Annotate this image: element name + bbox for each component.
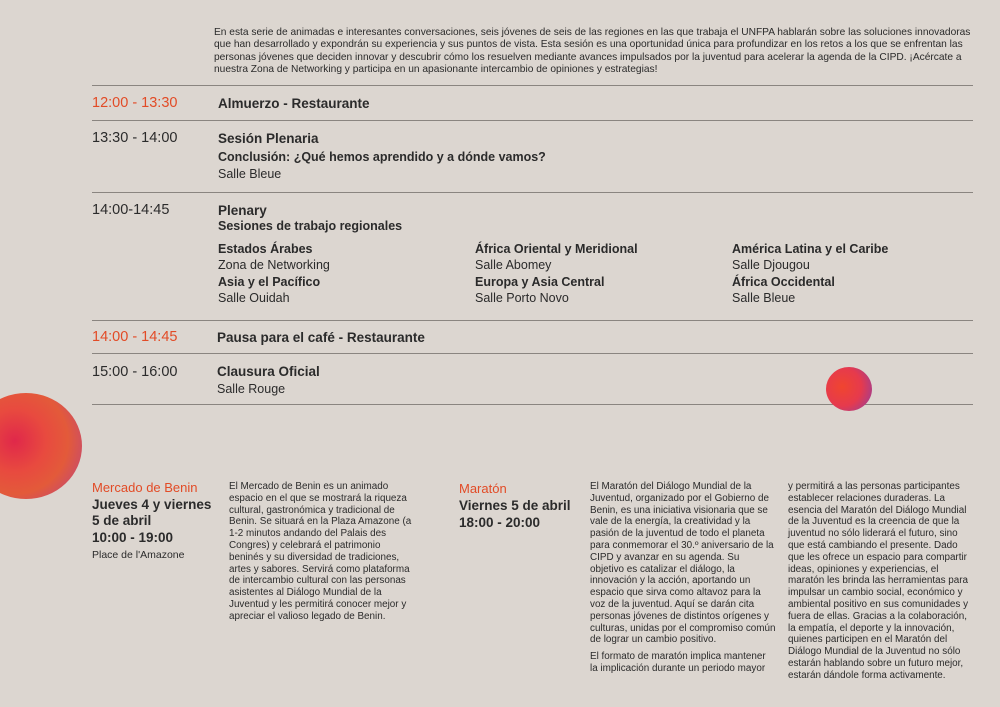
decorative-circle-small	[826, 367, 872, 411]
divider	[92, 320, 973, 321]
closing-time: 15:00 - 16:00	[92, 364, 178, 380]
closing-title: Clausura Oficial	[217, 364, 320, 379]
plenary2-time: 14:00-14:45	[92, 202, 170, 218]
marathon-hours: 18:00 - 20:00	[459, 515, 541, 530]
region-block	[475, 274, 725, 307]
decorative-circle-large	[0, 393, 82, 499]
region-room: Salle Djougou	[732, 258, 810, 272]
region-room: Salle Ouidah	[218, 291, 290, 305]
region-block	[475, 241, 725, 274]
coffee-time: 14:00 - 14:45	[92, 329, 178, 345]
marathon-dates: Viernes 5 de abril	[459, 498, 571, 513]
market-hours: 10:00 - 19:00	[92, 530, 174, 545]
region-name: Europa y Asia Central	[475, 275, 605, 289]
divider	[92, 85, 973, 86]
plenary2-title: Plenary	[218, 203, 267, 218]
plenary1-title: Sesión Plenaria	[218, 131, 319, 146]
region-block	[732, 274, 982, 307]
region-block	[218, 274, 468, 307]
lunch-title: Almuerzo - Restaurante	[218, 96, 370, 111]
marathon-description-2: El formato de maratón implica mantener la implicación durante un periodo mayor	[590, 651, 766, 674]
plenary1-time: 13:30 - 14:00	[92, 130, 178, 146]
divider	[92, 120, 973, 121]
closing-room: Salle Rouge	[217, 382, 286, 396]
region-block	[732, 241, 982, 274]
divider	[92, 353, 973, 354]
market-place: Place de l'Amazone	[92, 549, 185, 561]
marathon-description-1: El Maratón del Diálogo Mundial de la Juventud, organizado por el Gobierno de Benin, es una iniciativa visionaria que se vale de la energía, la creatividad y la pasión de la juventud de todo el planeta para conmemorar el 30.º aniversario de la CIPD y avanzar en su agenda. Su objetivo es catalizar el diálogo, la innovación y la acción, aportando un espacio que sirva como altavoz para la voz de la juventud. Aquí se darán cita personas jóvenes de distintos orígenes y culturas, unidas por el compromiso común de lograr un cambio positivo.	[590, 481, 776, 646]
marathon-description-3: y permitirá a las personas participantes establecer relaciones duraderas. La esencia del Maratón del Diálogo Mundial de la Juventud es la creencia de que la juventud no sólo liderará el futuro, sino que está cambiando el presente. Dado que les ofrece un espacio para compartir ideas, opiniones y experiencias, el maratón les brinda las herramientas para impulsar un cambio social, económico y ambiental positivo en sus comunidades y fuera de ellas. Gracias a la colaboración, la empatía, el deporte y la innovación, quienes participen en el Maratón del Diálogo Mundial de la Juventud no sólo estarán hablando sobre un futuro mejor, estarán dándole forma activamente.	[788, 481, 969, 681]
region-name: Estados Árabes	[218, 242, 313, 256]
lunch-time: 12:00 - 13:30	[92, 95, 178, 111]
region-block	[218, 241, 468, 274]
region-name: Asia y el Pacífico	[218, 275, 321, 289]
plenary1-subtitle: Conclusión: ¿Qué hemos aprendido y a dónde vamos?	[218, 150, 546, 164]
region-name: África Oriental y Meridional	[475, 242, 638, 256]
marathon-title: Maratón	[459, 481, 507, 496]
market-description: El Mercado de Benin es un animado espacio en el que se mostrará la riqueza cultural, gastronómica y tradicional de Benin. Se situará en la Plaza Amazone (a 1-2 minutos andando del Palais des Congres) y celebrará el patrimonio beninés y su diversidad de tradiciones, artes y sabores. Servirá como plataforma de intercambio cultural con las personas asistentes al Diálogo Mundial de la Juventud y les permitirá conocer mejor y apreciar el valioso legado de Benin.	[229, 481, 412, 622]
region-name: África Occidental	[732, 275, 835, 289]
market-dates: Jueves 4 y viernes 5 de abril	[92, 497, 212, 528]
region-room: Salle Abomey	[475, 258, 552, 272]
market-title: Mercado de Benin	[92, 480, 198, 495]
intro-paragraph: En esta serie de animadas e interesantes conversaciones, seis jóvenes de seis de las regiones en las que trabaja el UNFPA hablarán sobre las soluciones innovadoras que han desarrollado y expondrán su experiencia y sus puntos de vista. Esta sesión es una oportunidad única para profundizar en los retos a los que se enfrentan las personas jóvenes que deciden innovar y descubrir cómo los resuelven mediante avances impulsados por la juventud para acelerar la agenda de la CIPD. ¡Acércate a nuestra Zona de Networking y participa en un apasionante intercambio de opiniones y estrategias!	[214, 27, 971, 76]
plenary1-room: Salle Bleue	[218, 167, 282, 181]
region-room: Zona de Networking	[218, 258, 330, 272]
coffee-title: Pausa para el café - Restaurante	[217, 330, 425, 345]
plenary2-subtitle: Sesiones de trabajo regionales	[218, 219, 403, 233]
divider	[92, 192, 973, 193]
region-room: Salle Bleue	[732, 291, 796, 305]
region-room: Salle Porto Novo	[475, 291, 569, 305]
region-name: América Latina y el Caribe	[732, 242, 889, 256]
